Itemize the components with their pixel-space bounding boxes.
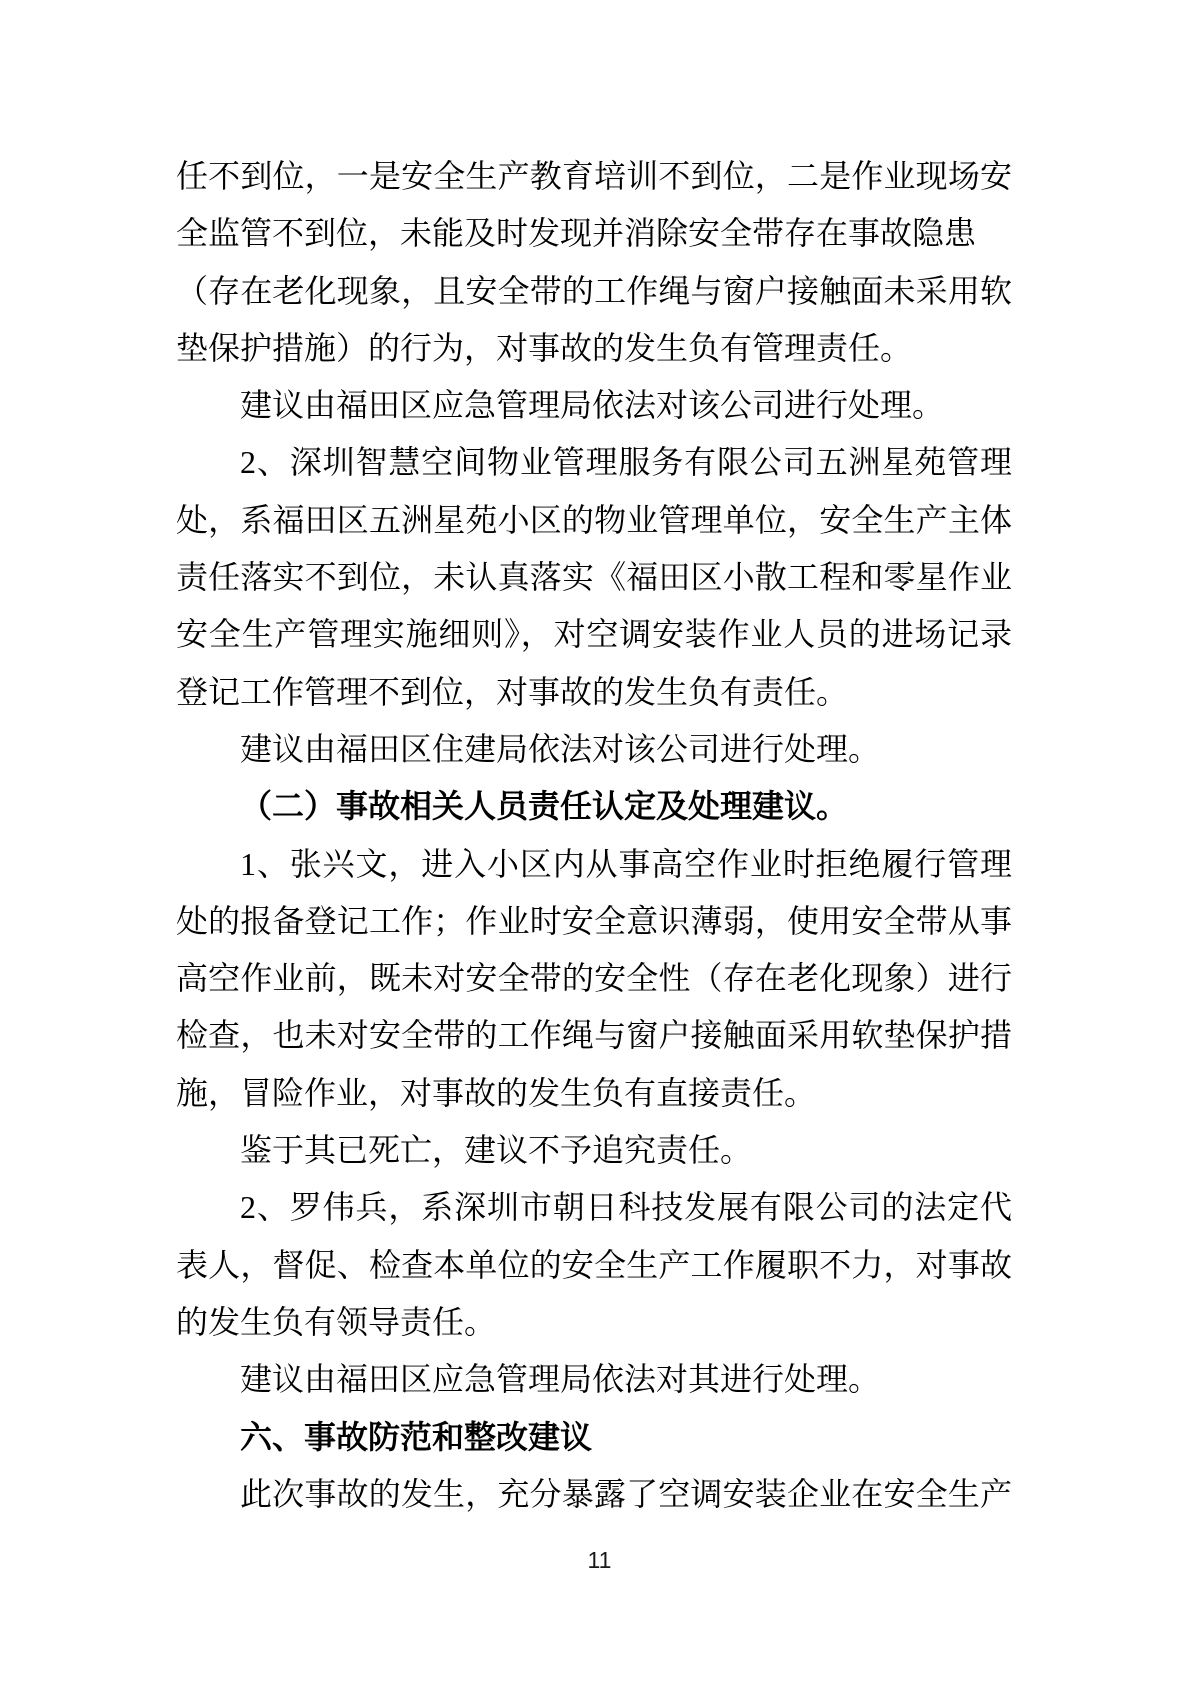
text-line: 施，冒险作业，对事故的发生负有直接责任。 [176, 1074, 817, 1111]
text-line: 任不到位，一是安全生产教育培训不到位，二是作业现场安 [176, 158, 1012, 194]
section-heading: （二）事故相关人员责任认定及处理建议。 [240, 788, 849, 825]
text-line: 2、罗伟兵，系深圳市朝日科技发展有限公司的法定代 [240, 1189, 1012, 1226]
text-line: 高空作业前，既未对安全带的安全性（存在老化现象）进行 [176, 960, 1012, 997]
text-line: 2、深圳智慧空间物业管理服务有限公司五洲星苑管理 [240, 444, 1012, 481]
text-line: 的发生负有领导责任。 [176, 1303, 497, 1340]
text-line: 垫保护措施）的行为，对事故的发生负有管理责任。 [176, 329, 913, 366]
document-body [176, 148, 1012, 1523]
text-line: 此次事故的发生，充分暴露了空调安装企业在安全生产 [240, 1475, 1012, 1512]
text-line: 建议由福田区应急管理局依法对其进行处理。 [240, 1361, 881, 1398]
text-line: 处的报备登记工作；作业时安全意识薄弱，使用安全带从事 [176, 902, 1012, 939]
page-number: 11 [587, 1547, 612, 1573]
text-line: 处，系福田区五洲星苑小区的物业管理单位，安全生产主体 [176, 501, 1012, 538]
text-line: 责任落实不到位，未认真落实《福田区小散工程和零星作业 [176, 559, 1012, 596]
text-line: 建议由福田区应急管理局依法对该公司进行处理。 [240, 387, 945, 424]
text-line: 1、张兴文，进入小区内从事高空作业时拒绝履行管理 [240, 845, 1012, 882]
text-line: 检查，也未对安全带的工作绳与窗户接触面采用软垫保护措 [176, 1017, 1012, 1054]
text-line: 全监管不到位，未能及时发现并消除安全带存在事故隐患 [176, 215, 977, 252]
text-line: 登记工作管理不到位，对事故的发生负有责任。 [176, 673, 849, 710]
section-heading: 六、事故防范和整改建议 [240, 1418, 593, 1455]
text-line: （存在老化现象，且安全带的工作绳与窗户接触面未采用软 [176, 272, 1012, 309]
text-line: 鉴于其已死亡，建议不予追究责任。 [240, 1132, 753, 1169]
text-line: 表人，督促、检查本单位的安全生产工作履职不力，对事故 [176, 1246, 1012, 1283]
text-line: 建议由福田区住建局依法对该公司进行处理。 [240, 730, 881, 767]
text-line: 安全生产管理实施细则》，对空调安装作业人员的进场记录 [176, 616, 1012, 653]
